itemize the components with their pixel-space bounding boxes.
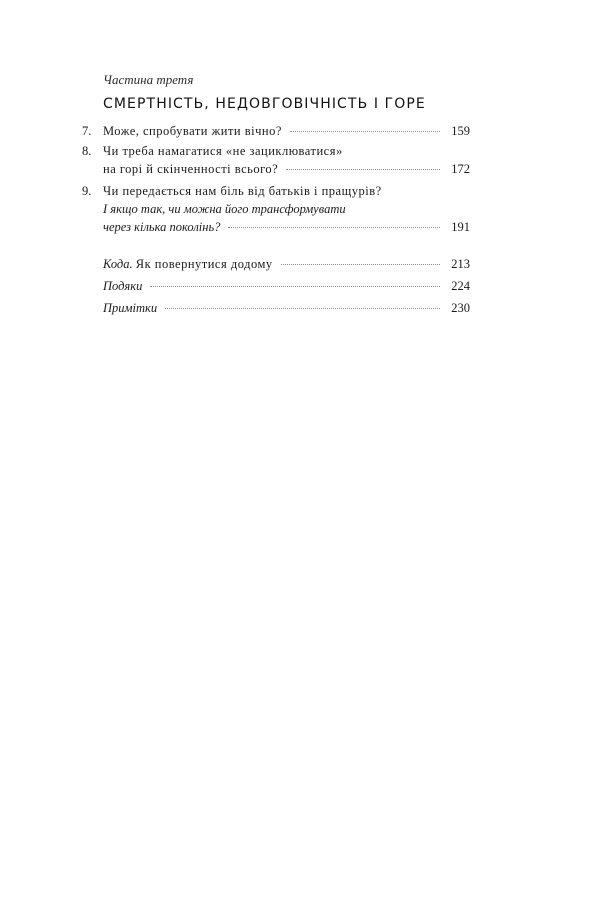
part-title: СМЕРТНІСТЬ, НЕДОВГОВІЧНІСТЬ І ГОРЕ xyxy=(103,96,426,112)
chapter-subtitle-line-1: І якщо так, чи можна його трансформувати xyxy=(103,202,346,216)
coda-title: Як повернутися додому xyxy=(135,257,273,271)
page-number: 213 xyxy=(451,257,470,271)
dot-leader xyxy=(165,308,440,309)
part-label: Частина третя xyxy=(103,72,194,87)
page-number: 191 xyxy=(451,220,470,234)
page-number: 159 xyxy=(451,124,470,138)
dot-leader xyxy=(281,264,440,265)
chapter-number: 7. xyxy=(82,124,92,138)
chapter-title: Може, спробувати жити вічно? xyxy=(103,124,282,138)
chapter-subtitle-line-2: через кілька поколінь? xyxy=(103,220,221,234)
chapter-title-line-1: Чи передається нам біль від батьків і пращурів? xyxy=(103,184,382,198)
page-number: 230 xyxy=(451,301,470,315)
chapter-number: 9. xyxy=(82,184,92,198)
dot-leader xyxy=(290,131,440,132)
coda-label: Кода. xyxy=(103,257,133,271)
page-number: 172 xyxy=(451,162,470,176)
chapter-title-line-2: на горі й скінченності всього? xyxy=(103,162,279,176)
chapter-number: 8. xyxy=(82,144,92,158)
notes-title: Примітки xyxy=(103,301,158,315)
page-number: 224 xyxy=(451,279,470,293)
dot-leader xyxy=(150,286,440,287)
dot-leader xyxy=(228,227,440,228)
dot-leader xyxy=(286,169,440,170)
chapter-title-line-1: Чи треба намагатися «не зациклюватися» xyxy=(103,144,343,158)
acknowledgements-title: Подяки xyxy=(103,279,143,293)
